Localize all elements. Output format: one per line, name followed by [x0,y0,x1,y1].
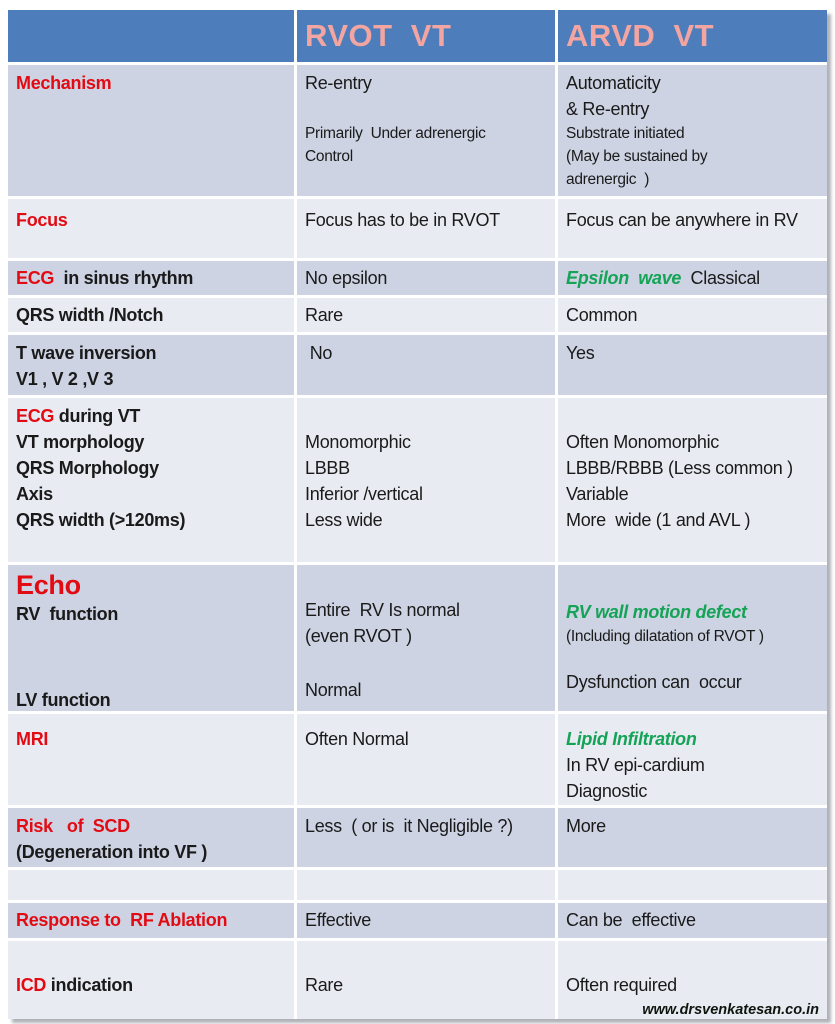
ecg-during-vt-label-cell [8,398,294,562]
mechanism-arvd-text: adrenergic ) [566,171,650,188]
qrs-width-notch-label-text: QRS width /Notch [16,305,164,325]
row-mechanism [8,65,827,196]
echo-arvd-line [566,599,821,625]
t-wave-inversion-rvot-cell [297,335,555,395]
echo-arvd-line [566,669,821,695]
ecg-during-vt-rvot-text: Monomorphic [305,432,411,452]
echo-label-line [16,570,288,601]
ecg-during-vt-rvot-line [305,507,549,533]
ecg-sinus-rhythm-arvd-cell [558,261,827,295]
risk-of-scd-label-line [16,813,288,839]
mechanism-arvd-line [566,96,821,122]
row-qrs-width-notch [8,298,827,332]
rf-ablation-response-arvd-cell [558,903,827,938]
spacer-arvd-cell [558,870,827,900]
t-wave-inversion-label-text: V1 , V 2 ,V 3 [16,369,114,389]
ecg-during-vt-rvot-cell [297,398,555,562]
mri-arvd-line [566,778,821,804]
row-mri [8,714,827,805]
mri-arvd-cell [558,714,827,805]
echo-rvot-text: Entire RV Is normal [305,600,460,620]
mri-arvd-line [566,726,821,752]
risk-of-scd-arvd-line [566,813,821,839]
icd-indication-arvd-text: Often required [566,975,677,995]
rf-ablation-response-label-line [16,907,288,933]
row-ecg-sinus-rhythm [8,261,827,295]
icd-indication-arvd-line [566,998,821,1019]
risk-of-scd-arvd-cell [558,808,827,867]
echo-rvot-cell [297,565,555,711]
ecg-sinus-rhythm-arvd-text: Classical [685,268,760,288]
spacer-gap [305,403,549,429]
mechanism-arvd-line [566,168,821,191]
ecg-during-vt-rvot-text: Inferior /vertical [305,484,423,504]
risk-of-scd-label-line [16,839,288,865]
header-empty-cell [8,10,294,62]
ecg-during-vt-label-line [16,481,288,507]
risk-of-scd-rvot-cell [297,808,555,867]
spacer-gap [566,403,821,429]
spacer-gap [305,96,549,122]
row-focus [8,199,827,258]
ecg-during-vt-label-line [16,507,288,533]
ecg-during-vt-label-text: QRS width (>120ms) [16,510,186,530]
risk-of-scd-arvd-text: More [566,816,606,836]
mechanism-label-text: Mechanism [16,73,112,93]
echo-rvot-line [305,597,549,623]
ecg-sinus-rhythm-label-line [16,265,288,291]
spacer-gap [305,570,549,597]
t-wave-inversion-arvd-line [566,340,821,366]
row-ecg-during-vt [8,398,827,562]
ecg-during-vt-arvd-line [566,455,821,481]
mechanism-arvd-line [566,122,821,145]
mechanism-rvot-line [305,70,549,96]
mri-label-line [16,726,288,752]
focus-rvot-text: Focus has to be in RVOT [305,210,500,230]
mechanism-rvot-text: Re-entry [305,73,372,93]
ecg-during-vt-label-text: during VT [54,406,141,426]
ecg-during-vt-arvd-text: Variable [566,484,629,504]
ecg-sinus-rhythm-rvot-line [305,265,549,291]
table-header-row [8,10,827,62]
qrs-width-notch-arvd-text: Common [566,305,638,325]
spacer-gap [566,570,821,599]
echo-label-line [16,601,288,627]
icd-indication-rvot-cell [297,941,555,1019]
risk-of-scd-label-cell [8,808,294,867]
ecg-sinus-rhythm-label-cell [8,261,294,295]
qrs-width-notch-label-cell [8,298,294,332]
t-wave-inversion-label-text: T wave inversion [16,343,157,363]
ecg-during-vt-rvot-line [305,429,549,455]
header-arvd-vt: ARVD VT [558,10,827,62]
row-t-wave-inversion [8,335,827,395]
icd-indication-label-text: indication [46,975,133,995]
rf-ablation-response-arvd-line [566,907,821,933]
rf-ablation-response-rvot-cell [297,903,555,938]
rf-ablation-response-arvd-text: Can be effective [566,910,696,930]
ecg-during-vt-rvot-line [305,481,549,507]
echo-label-cell [8,565,294,711]
mechanism-rvot-cell [297,65,555,196]
focus-arvd-text: Focus can be anywhere in RV [566,210,798,230]
ecg-during-vt-arvd-line [566,507,821,533]
spacer-gap [16,627,288,687]
row-rf-ablation-response [8,903,827,938]
row-risk-of-scd [8,808,827,867]
echo-label-line [16,687,288,711]
risk-of-scd-label-text: (Degeneration into VF ) [16,842,208,862]
rf-ablation-response-rvot-text: Effective [305,910,372,930]
ecg-during-vt-arvd-text: More wide (1 and AVL ) [566,510,751,530]
focus-label-cell [8,199,294,258]
t-wave-inversion-arvd-cell [558,335,827,395]
t-wave-inversion-label-line [16,340,288,366]
mri-arvd-text: Diagnostic [566,781,648,801]
echo-rvot-line [305,623,549,649]
focus-label-text: Focus [16,210,68,230]
t-wave-inversion-label-line [16,366,288,392]
mechanism-rvot-text: Control [305,148,353,165]
mri-label-text: MRI [16,729,49,749]
echo-rvot-line [305,677,549,703]
qrs-width-notch-arvd-line [566,302,821,328]
mri-label-cell [8,714,294,805]
mechanism-arvd-text: (May be sustained by [566,148,708,165]
mechanism-label-line [16,70,288,96]
ecg-during-vt-arvd-line [566,429,821,455]
ecg-during-vt-arvd-line [566,481,821,507]
rf-ablation-response-rvot-line [305,907,549,933]
mechanism-arvd-line [566,145,821,168]
table-body [8,65,827,1019]
echo-arvd-text: (Including dilatation of RVOT ) [566,628,764,645]
ecg-during-vt-rvot-text: LBBB [305,458,350,478]
t-wave-inversion-arvd-text: Yes [566,343,595,363]
focus-rvot-cell [297,199,555,258]
ecg-during-vt-label-line [16,403,288,429]
ecg-sinus-rhythm-arvd-text: Epsilon wave [566,268,686,288]
ecg-sinus-rhythm-rvot-cell [297,261,555,295]
icd-indication-arvd-line [566,972,821,998]
echo-label-text: LV function [16,690,111,710]
ecg-during-vt-label-text: VT morphology [16,432,145,452]
spacer-rvot-cell [297,870,555,900]
mechanism-rvot-line [305,122,549,145]
row-spacer [8,870,827,900]
echo-rvot-text: Normal [305,680,362,700]
website-watermark: www.drsvenkatesan.co.in [642,1002,819,1018]
t-wave-inversion-rvot-line [305,340,549,366]
qrs-width-notch-arvd-cell [558,298,827,332]
spacer-gap [305,946,549,972]
focus-arvd-line [566,207,821,233]
ecg-sinus-rhythm-label-text: ECG [16,268,55,288]
echo-label-text: Echo [16,570,81,600]
ecg-during-vt-arvd-text: LBBB/RBBB (Less common ) [566,458,793,478]
ecg-during-vt-label-line [16,455,288,481]
mechanism-rvot-text: Primarily Under adrenergic [305,125,486,142]
ecg-during-vt-label-text: ECG [16,406,55,426]
mechanism-rvot-line [305,145,549,168]
ecg-during-vt-rvot-line [305,455,549,481]
mechanism-arvd-text: & Re-entry [566,99,650,119]
ecg-during-vt-arvd-cell [558,398,827,562]
spacer-gap [566,946,821,972]
mechanism-arvd-text: Substrate initiated [566,125,685,142]
t-wave-inversion-rvot-text: No [305,343,333,363]
mechanism-arvd-line [566,70,821,96]
echo-rvot-text: (even RVOT ) [305,626,412,646]
ecg-during-vt-arvd-text: Often Monomorphic [566,432,719,452]
mechanism-label-cell [8,65,294,196]
echo-arvd-text: Dysfunction can occur [566,672,742,692]
ecg-during-vt-label-text: QRS Morphology [16,458,159,478]
focus-rvot-line [305,207,549,233]
row-echo [8,565,827,711]
qrs-width-notch-rvot-cell [297,298,555,332]
focus-label-line [16,207,288,233]
spacer-gap [16,946,288,972]
ecg-during-vt-label-line [16,429,288,455]
rf-ablation-response-label-text: Response to RF Ablation [16,910,228,930]
icd-indication-label-text: ICD [16,975,47,995]
mri-rvot-cell [297,714,555,805]
mri-rvot-text: Often Normal [305,729,409,749]
mri-arvd-line [566,752,821,778]
icd-indication-label-line [16,972,288,998]
comparison-table [8,10,827,1019]
mri-arvd-text: Lipid Infiltration [566,729,697,749]
icd-indication-arvd-cell [558,941,827,1019]
mechanism-arvd-text: Automaticity [566,73,661,93]
qrs-width-notch-rvot-line [305,302,549,328]
spacer-gap [566,648,821,669]
echo-arvd-cell [558,565,827,711]
risk-of-scd-rvot-line [305,813,549,839]
focus-arvd-cell [558,199,827,258]
icd-indication-label-cell [8,941,294,1019]
qrs-width-notch-rvot-text: Rare [305,305,343,325]
mechanism-arvd-cell [558,65,827,196]
spacer-gap [305,649,549,677]
icd-indication-rvot-text: Rare [305,975,343,995]
ecg-sinus-rhythm-arvd-line [566,265,821,291]
ecg-during-vt-rvot-text: Less wide [305,510,383,530]
risk-of-scd-label-text: Risk of SCD [16,816,130,836]
header-rvot-vt: RVOT VT [297,10,555,62]
echo-arvd-text: RV wall motion defect [566,602,747,622]
icd-indication-rvot-line [305,972,549,998]
risk-of-scd-rvot-text: Less ( or is it Negligible ?) [305,816,513,836]
rf-ablation-response-label-cell [8,903,294,938]
ecg-sinus-rhythm-label-text: in sinus rhythm [54,268,194,288]
qrs-width-notch-label-line [16,302,288,328]
row-icd-indication [8,941,827,1019]
ecg-sinus-rhythm-rvot-text: No epsilon [305,268,388,288]
echo-label-text: RV function [16,604,119,624]
echo-arvd-line [566,625,821,648]
t-wave-inversion-label-cell [8,335,294,395]
ecg-during-vt-label-text: Axis [16,484,53,504]
mri-arvd-text: In RV epi-cardium [566,755,705,775]
spacer-label-cell [8,870,294,900]
mri-rvot-line [305,726,549,752]
